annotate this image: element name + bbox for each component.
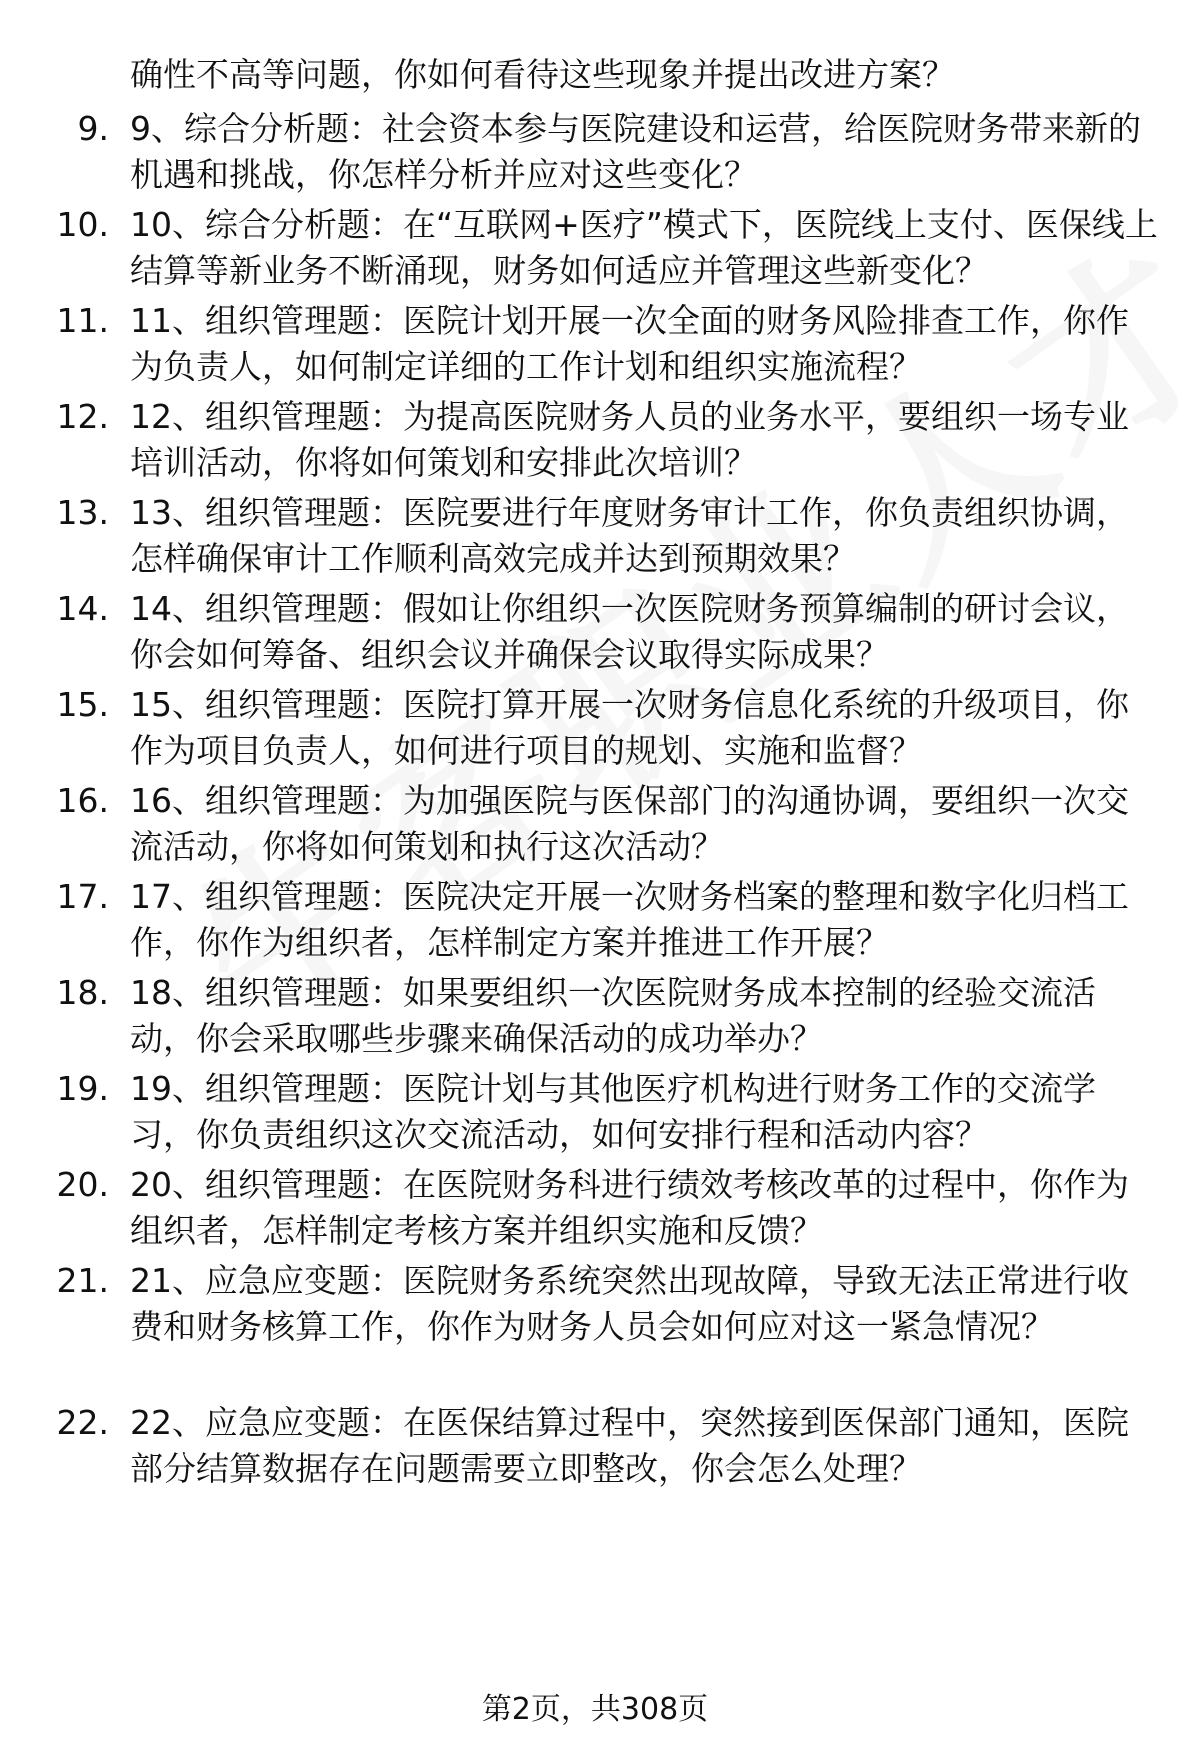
item-number: 12. (56, 397, 109, 436)
item-text: 15、组织管理题：医院打算开展一次财务信息化系统的升级项目，你作为项目负责人，如何进行项目的规划、实施和监督？ (130, 685, 1129, 770)
item-number: 10. (56, 205, 109, 244)
item-number: 17. (56, 877, 109, 916)
item-text: 9、综合分析题：社会资本参与医院建设和运营，给医院财务带来新的机遇和挑战，你怎样分析并应对这些变化？ (130, 109, 1141, 194)
item-text: 17、组织管理题：医院决定开展一次财务档案的整理和数字化归档工作，你作为组织者，怎样制定方案并推进工作开展？ (130, 877, 1129, 962)
item-text: 18、组织管理题：如果要组织一次医院财务成本控制的经验交流活动，你会采取哪些步骤来确保活动的成功举办？ (130, 973, 1096, 1058)
item-text: 14、组织管理题：假如让你组织一次医院财务预算编制的研讨会议，你会如何筹备、组织会议并确保会议取得实际成果？ (130, 589, 1129, 674)
item-text: 13、组织管理题：医院要进行年度财务审计工作，你负责组织协调，怎样确保审计工作顺利高效完成并达到预期效果？ (130, 493, 1129, 578)
item-text: 21、应急应变题：医院财务系统突然出现故障，导致无法正常进行收费和财务核算工作，你作为财务人员会如何应对这一紧急情况？ (130, 1261, 1129, 1346)
item-number: 21. (56, 1261, 109, 1300)
item-text: 22、应急应变题：在医保结算过程中，突然接到医保部门通知，医院部分结算数据存在问题需要立即整改，你会怎么处理？ (130, 1403, 1129, 1488)
item-text: 12、组织管理题：为提高医院财务人员的业务水平，要组织一场专业培训活动，你将如何策划和安排此次培训？ (130, 397, 1129, 482)
item-number: 22. (56, 1403, 109, 1442)
item-number: 13. (56, 493, 109, 532)
item-text: 11、组织管理题：医院计划开展一次全面的财务风险排查工作，你作为负责人，如何制定详细的工作计划和组织实施流程？ (130, 301, 1129, 386)
page-footer: 第2页，共308页 (481, 1692, 709, 1727)
item-number: 15. (56, 685, 109, 724)
item-number: 11. (56, 301, 109, 340)
item-number: 14. (56, 589, 109, 628)
continuation-text: 确性不高等问题，你如何看待这些现象并提出改进方案？ (130, 55, 955, 94)
item-text: 19、组织管理题：医院计划与其他医疗机构进行财务工作的交流学习，你负责组织这次交流活动，如何安排行程和活动内容？ (130, 1069, 1096, 1154)
item-number: 9. (77, 109, 109, 148)
item-text: 10、综合分析题：在“互联网+医疗”模式下，医院线上支付、医保线上结算等新业务不断涌现，财务如何适应并管理这些新变化？ (130, 205, 1158, 290)
item-number: 18. (56, 973, 109, 1012)
item-text: 20、组织管理题：在医院财务科进行绩效考核改革的过程中，你作为组织者，怎样制定考核方案并组织实施和反馈？ (130, 1165, 1129, 1250)
item-text: 16、组织管理题：为加强医院与医保部门的沟通协调，要组织一次交流活动，你将如何策划和执行这次活动？ (130, 781, 1129, 866)
item-number: 19. (56, 1069, 109, 1108)
item-number: 16. (56, 781, 109, 820)
item-number: 20. (56, 1165, 109, 1204)
